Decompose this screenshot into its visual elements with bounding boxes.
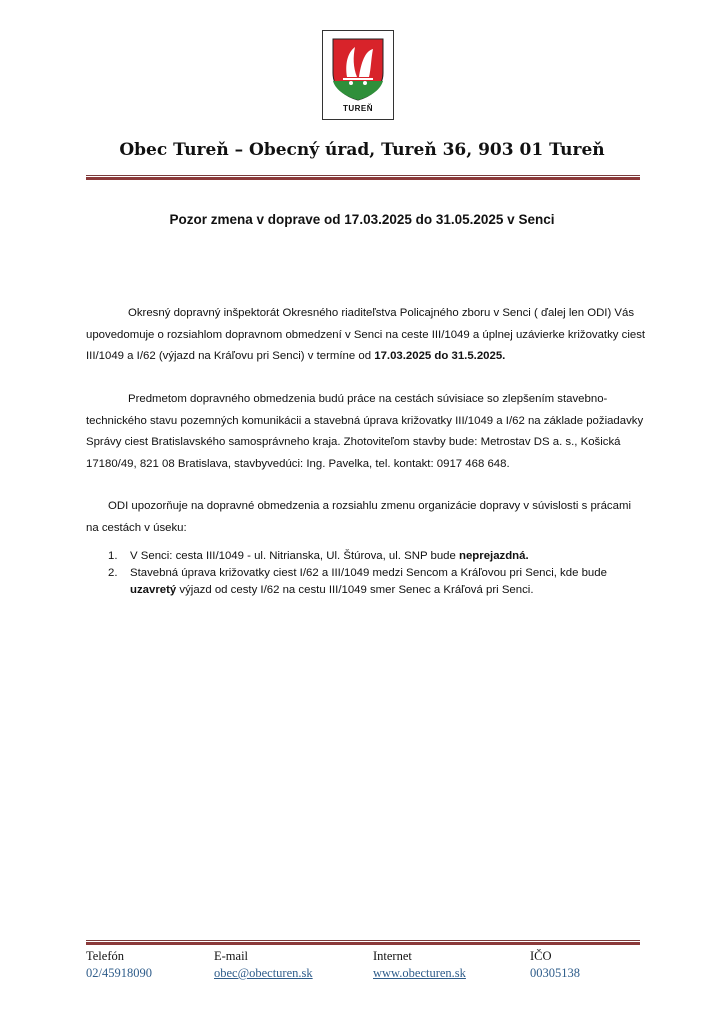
paragraph-2 (86, 389, 646, 475)
footer-ico (530, 949, 580, 981)
paragraph-1-text: Okresný dopravný inšpektorát Okresného riaditeľstva Policajného zboru v Senci ( ďalej len ODI) Vás upovedomuje o rozsiahlom dopravnom obmedzení v Senci na ceste III/1049 a úplnej uzávierke križovatky ciest III/1049 a I/62 (výjazd na Kráľovu pri Senci) v termíne od (86, 307, 646, 362)
footer-email-label: E-mail (214, 949, 249, 963)
footer-divider-thin (86, 940, 640, 941)
footer-ico-value: 00305138 (530, 966, 580, 980)
restriction-list (108, 548, 648, 599)
list-item-number: 2. (108, 567, 118, 579)
footer-email (214, 949, 313, 981)
footer-web (373, 949, 466, 981)
footer-web-label: Internet (373, 949, 412, 963)
list-item-text: V Senci: cesta III/1049 - ul. Nitrianska, Ul. Štúrova, ul. SNP bude (130, 550, 460, 562)
paragraph-3-text: ODI upozorňuje na dopravné obmedzenia a rozsiahlu zmenu organizácie dopravy v súvislosti s prácami na cestách v úseku: (86, 500, 631, 534)
list-item-text: Stavebná úprava križovatky ciest I/62 a III/1049 medzi Sencom a Kráľovou pri Senci, kde bude (130, 567, 607, 579)
notice-title: Pozor zmena v doprave od 17.03.2025 do 31.05.2025 v Senci (169, 212, 555, 227)
crest-name: TUREŇ (342, 104, 374, 113)
list-item-text-end: výjazd od cesty I/62 na cestu III/1049 smer Senec a Kráľová pri Senci. (176, 584, 534, 596)
paragraph-1-dates: 17.03.2025 do 31.5.2025. (374, 350, 506, 362)
footer-web-link[interactable]: www.obecturen.sk (373, 966, 466, 980)
footer-phone-value: 02/45918090 (86, 966, 152, 980)
paragraph-3 (86, 496, 646, 539)
header-divider-thin (86, 175, 640, 176)
list-item-bold: uzavretý (130, 584, 177, 596)
list-item-bold: neprejazdná. (459, 550, 529, 562)
footer-phone (86, 949, 152, 981)
footer-divider-thick (86, 942, 640, 945)
coat-of-arms (322, 30, 394, 120)
office-header-title: Obec Tureň – Obecný úrad, Tureň 36, 903 01 Tureň (119, 140, 605, 160)
crest-shield-icon (331, 37, 385, 101)
footer-email-link[interactable]: obec@obecturen.sk (214, 966, 313, 980)
footer-phone-label: Telefón (86, 949, 124, 963)
list-item (108, 565, 648, 599)
list-item-number: 1. (108, 550, 118, 562)
header-divider-thick (86, 177, 640, 180)
paragraph-2-text: Predmetom dopravného obmedzenia budú práce na cestách súvisiace so zlepšením stavebno-technického stavu pozemných komunikácii a stavebná úprava križovatky III/1049 a I/62 na základe požiadavky Správy ciest Bratislavského samosprávneho kraja. Zhotoviteľom stavby bude: Metrostav DS a. s., Košická 17180/49, 821 08 Bratislava, stavbyvedúci: Ing. Pavelka, tel. kontakt: 0917 468 648. (86, 393, 644, 470)
footer-ico-label: IČO (530, 949, 552, 963)
list-item (108, 548, 648, 565)
paragraph-1 (86, 303, 646, 368)
